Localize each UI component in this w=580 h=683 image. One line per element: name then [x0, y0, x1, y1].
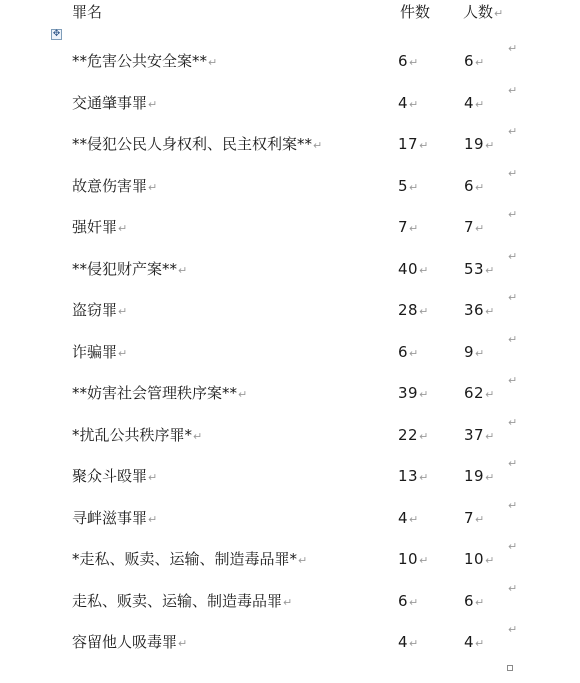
cell-end-mark: ↵ [419, 264, 429, 277]
cell-end-mark: ↵ [178, 264, 188, 277]
crime-name-text: 寻衅滋事罪 [72, 509, 148, 527]
case-count-cell [398, 134, 432, 156]
table-row [0, 582, 580, 619]
case-count-cell [398, 383, 432, 405]
table-move-handle-icon[interactable]: ✥ [52, 29, 61, 39]
row-end-mark: ↵ [508, 291, 518, 304]
crime-name-cell [72, 508, 157, 530]
cell-end-mark: ↵ [485, 139, 495, 152]
table-row [0, 42, 580, 79]
case-count-value: 4 [398, 509, 409, 527]
row-end-mark: ↵ [508, 582, 518, 595]
row-end-mark: ↵ [508, 623, 518, 636]
people-count-value: 7 [464, 218, 475, 236]
cell-end-mark: ↵ [409, 347, 419, 360]
crime-name-cell [72, 259, 187, 281]
crime-name-text: **危害公共安全案** [72, 52, 208, 70]
table-row [0, 125, 580, 162]
people-count-cell [464, 51, 504, 73]
cell-end-mark: ↵ [409, 513, 419, 526]
crime-name-text: 交通肇事罪 [72, 94, 148, 112]
cell-end-mark: ↵ [208, 56, 218, 69]
row-end-mark: ↵ [508, 416, 518, 429]
crime-name-text: **侵犯财产案** [72, 260, 178, 278]
people-count-cell [464, 93, 504, 115]
cell-end-mark: ↵ [485, 305, 495, 318]
people-count-value: 19 [464, 467, 485, 485]
case-count-value: 40 [398, 260, 419, 278]
people-count-cell [464, 176, 504, 198]
crime-name-cell [72, 134, 322, 156]
table-row [0, 499, 580, 536]
people-count-value: 37 [464, 426, 485, 444]
cell-end-mark: ↵ [475, 513, 485, 526]
crime-name-text: 走私、贩卖、运输、制造毒品罪 [72, 592, 283, 610]
cell-end-mark: ↵ [118, 222, 128, 235]
case-count-value: 7 [398, 218, 409, 236]
table-row [0, 540, 580, 577]
crime-name-text: 强奸罪 [72, 218, 118, 236]
cell-end-mark: ↵ [485, 388, 495, 401]
crime-name-cell [72, 93, 157, 115]
header-case-count: 件数 [400, 3, 431, 21]
row-end-mark: ↵ [508, 125, 518, 138]
case-count-cell [398, 549, 432, 571]
people-count-cell [464, 508, 504, 530]
people-count-cell [464, 259, 504, 281]
table-end-marker [507, 665, 513, 671]
people-count-cell [464, 217, 504, 239]
people-count-value: 62 [464, 384, 485, 402]
cell-end-mark: ↵ [419, 139, 429, 152]
row-end-mark: ↵ [508, 167, 518, 180]
row-end-mark: ↵ [508, 374, 518, 387]
row-end-mark: ↵ [508, 42, 518, 55]
cell-end-mark: ↵ [419, 430, 429, 443]
cell-end-mark: ↵ [148, 181, 158, 194]
row-end-mark: ↵ [508, 84, 518, 97]
case-count-value: 22 [398, 426, 419, 444]
cell-end-mark: ↵ [419, 388, 429, 401]
people-count-cell [464, 466, 504, 488]
case-count-cell [398, 632, 432, 654]
cell-end-mark: ↵ [298, 554, 308, 567]
crime-name-cell [72, 342, 127, 364]
row-end-mark: ↵ [508, 540, 518, 553]
case-count-value: 10 [398, 550, 419, 568]
case-count-value: 4 [398, 94, 409, 112]
crime-name-cell [72, 632, 187, 654]
crime-name-cell [72, 466, 157, 488]
table-header-row [0, 2, 580, 30]
header-people-count: 人数↵ [463, 3, 504, 21]
row-end-mark: ↵ [508, 250, 518, 263]
cell-end-mark: ↵ [485, 430, 495, 443]
cell-end-mark: ↵ [419, 471, 429, 484]
cell-end-mark: ↵ [118, 305, 128, 318]
crime-name-text: *扰乱公共秩序罪* [72, 426, 193, 444]
people-count-value: 4 [464, 633, 475, 651]
people-count-value: 6 [464, 177, 475, 195]
people-count-value: 7 [464, 509, 475, 527]
people-count-cell [464, 300, 504, 322]
cell-end-mark: ↵ [494, 7, 504, 20]
cell-end-mark: ↵ [419, 305, 429, 318]
case-count-cell [398, 176, 432, 198]
cell-end-mark: ↵ [475, 596, 485, 609]
table-row [0, 374, 580, 411]
people-count-cell [464, 425, 504, 447]
case-count-value: 5 [398, 177, 409, 195]
cell-end-mark: ↵ [409, 596, 419, 609]
crime-name-text: *走私、贩卖、运输、制造毒品罪* [72, 550, 298, 568]
cell-end-mark: ↵ [148, 513, 158, 526]
table-row [0, 208, 580, 245]
case-count-cell [398, 466, 432, 488]
cell-end-mark: ↵ [118, 347, 128, 360]
cell-end-mark: ↵ [485, 554, 495, 567]
case-count-cell [398, 51, 432, 73]
crime-name-cell [72, 549, 307, 571]
row-end-mark: ↵ [508, 499, 518, 512]
people-count-value: 6 [464, 592, 475, 610]
case-count-cell [398, 508, 432, 530]
case-count-cell [398, 425, 432, 447]
cell-end-mark: ↵ [148, 98, 158, 111]
cell-end-mark: ↵ [409, 637, 419, 650]
crime-name-text: 聚众斗殴罪 [72, 467, 148, 485]
crime-name-text: **妨害社会管理秩序案** [72, 384, 238, 402]
cell-end-mark: ↵ [475, 56, 485, 69]
people-count-value: 9 [464, 343, 475, 361]
table-row [0, 84, 580, 121]
crime-name-text: 容留他人吸毒罪 [72, 633, 178, 651]
people-count-cell [464, 342, 504, 364]
crime-name-text: 盗窃罪 [72, 301, 118, 319]
table-row [0, 250, 580, 287]
crime-name-text: 故意伤害罪 [72, 177, 148, 195]
people-count-value: 36 [464, 301, 485, 319]
crime-name-text: **侵犯公民人身权利、民主权利案** [72, 135, 313, 153]
case-count-cell [398, 259, 432, 281]
cell-end-mark: ↵ [475, 347, 485, 360]
crime-name-cell [72, 217, 127, 239]
cell-end-mark: ↵ [475, 181, 485, 194]
row-end-mark: ↵ [508, 208, 518, 221]
case-count-cell [398, 342, 432, 364]
cell-end-mark: ↵ [475, 222, 485, 235]
crime-name-cell [72, 176, 157, 198]
header-crime-name: 罪名 [72, 3, 103, 21]
cell-end-mark: ↵ [238, 388, 248, 401]
case-count-cell [398, 217, 432, 239]
row-end-mark: ↵ [508, 457, 518, 470]
cell-end-mark: ↵ [148, 471, 158, 484]
crime-name-cell [72, 383, 247, 405]
cell-end-mark: ↵ [409, 56, 419, 69]
crime-name-text: 诈骗罪 [72, 343, 118, 361]
people-count-value: 4 [464, 94, 475, 112]
table-row [0, 457, 580, 494]
table-row [0, 167, 580, 204]
table-row [0, 623, 580, 660]
cell-end-mark: ↵ [283, 596, 293, 609]
cell-end-mark: ↵ [485, 471, 495, 484]
cell-end-mark: ↵ [475, 637, 485, 650]
people-count-value: 19 [464, 135, 485, 153]
people-count-cell [464, 383, 504, 405]
case-count-cell [398, 300, 432, 322]
case-count-value: 39 [398, 384, 419, 402]
case-count-value: 17 [398, 135, 419, 153]
people-count-cell [464, 134, 504, 156]
table-row [0, 416, 580, 453]
cell-end-mark: ↵ [409, 98, 419, 111]
case-count-value: 13 [398, 467, 419, 485]
cell-end-mark: ↵ [409, 181, 419, 194]
case-count-cell [398, 93, 432, 115]
people-count-value: 10 [464, 550, 485, 568]
case-count-value: 6 [398, 592, 409, 610]
people-count-cell [464, 591, 504, 613]
crime-name-cell [72, 425, 202, 447]
crime-name-cell [72, 591, 292, 613]
table-row [0, 291, 580, 328]
row-end-mark: ↵ [508, 333, 518, 346]
cell-end-mark: ↵ [409, 222, 419, 235]
people-count-cell [464, 549, 504, 571]
cell-end-mark: ↵ [178, 637, 188, 650]
case-count-value: 6 [398, 343, 409, 361]
people-count-value: 6 [464, 52, 475, 70]
crime-name-cell [72, 51, 217, 73]
case-count-value: 6 [398, 52, 409, 70]
case-count-value: 28 [398, 301, 419, 319]
people-count-value: 53 [464, 260, 485, 278]
cell-end-mark: ↵ [475, 98, 485, 111]
table-row [0, 333, 580, 370]
people-count-cell [464, 632, 504, 654]
cell-end-mark: ↵ [193, 430, 203, 443]
case-count-value: 4 [398, 633, 409, 651]
crime-name-cell [72, 300, 127, 322]
cell-end-mark: ↵ [313, 139, 323, 152]
cell-end-mark: ↵ [419, 554, 429, 567]
case-count-cell [398, 591, 432, 613]
cell-end-mark: ↵ [485, 264, 495, 277]
